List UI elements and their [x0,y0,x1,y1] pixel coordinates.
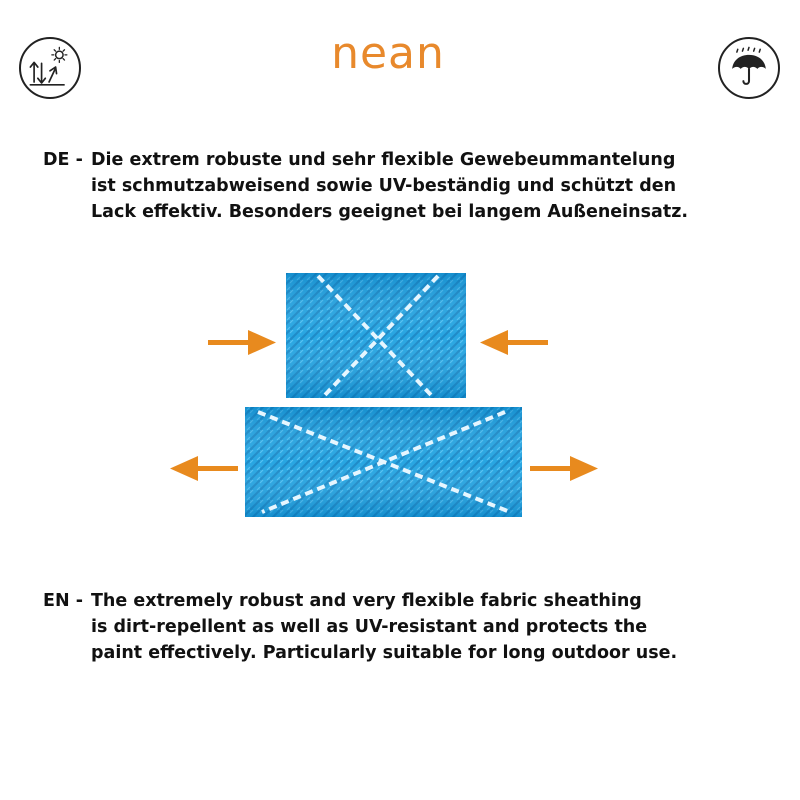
description-en-line-2: is dirt-repellent as well as UV-resistant and protects the [91,617,648,637]
description-en-line-1: The extremely robust and very flexible fabric sheathing [91,591,642,611]
brand-logo: nean [331,28,445,79]
language-prefix-de: DE - [43,150,83,170]
description-de-line-1: Die extrem robuste und sehr flexible Gewebeummantelung [91,150,676,170]
arrow-right-icon [530,456,598,481]
description-en-line-3: paint effectively. Particularly suitable for long outdoor use. [91,643,678,663]
description-de-line-2: ist schmutzabweisend sowie UV-beständig und schützt den [91,176,677,196]
compressed-sheath [286,273,466,398]
arrow-right-icon [208,330,276,355]
arrow-left-icon [170,456,238,481]
stretched-sheath [245,407,522,517]
description-de-line-3: Lack effektiv. Besonders geeignet bei langem Außeneinsatz. [91,202,689,222]
language-prefix-en: EN - [43,591,83,611]
description-en [43,588,783,666]
arrow-left-icon [480,330,548,355]
